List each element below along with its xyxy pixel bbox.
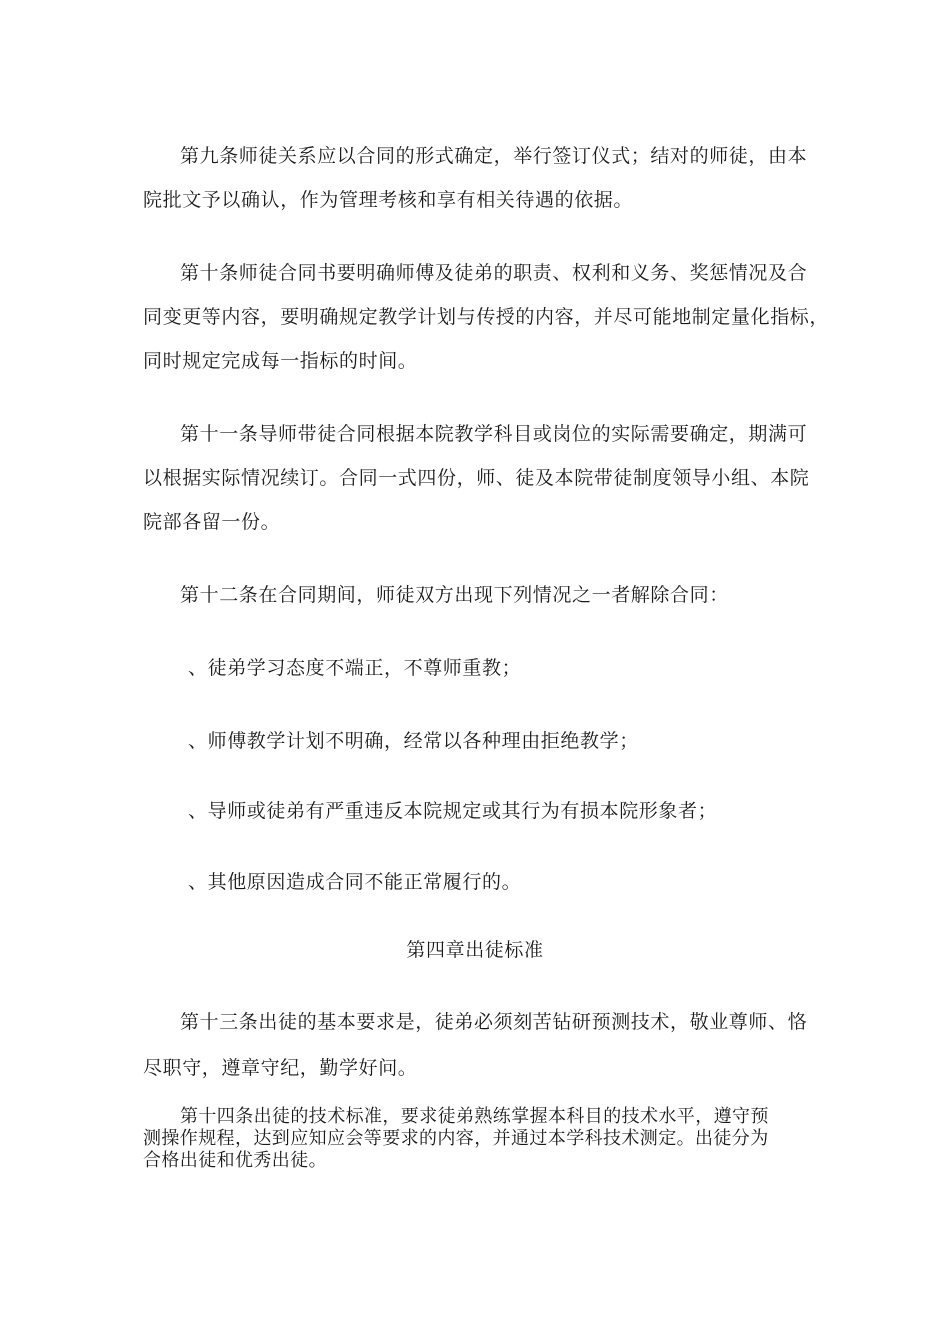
list-item: 、导师或徒弟有严重违反本院规定或其行为有损本院形象者； bbox=[188, 800, 718, 822]
article-14-line-3: 合格出徒和优秀出徒。 bbox=[143, 1150, 327, 1171]
article-13-line-2: 尽职守，遵章守纪，勤学好问。 bbox=[143, 1057, 418, 1079]
article-10-line-2: 同变更等内容，要明确规定教学计划与传授的内容，并尽可能地制定量化指标， bbox=[143, 306, 830, 328]
article-11-line-1: 第十一条导师带徒合同根据本院教学科目或岗位的实际需要确定，期满可 bbox=[180, 423, 808, 445]
article-14-line-2: 测操作规程，达到应知应会等要求的内容，并通过本学科技术测定。出徒分为 bbox=[143, 1128, 769, 1149]
article-9-line-2: 院批文予以确认，作为管理考核和享有相关待遇的依据。 bbox=[143, 189, 634, 211]
article-14-line-1: 第十四条出徒的技术标准，要求徒弟熟练掌握本科目的技术水平，遵守预 bbox=[180, 1106, 769, 1127]
list-item: 、其他原因造成合同不能正常履行的。 bbox=[188, 871, 522, 893]
article-11-line-2: 以根据实际情况续订。合同一式四份，师、徒及本院带徒制度领导小组、本院 bbox=[143, 467, 810, 489]
article-9-line-1: 第九条师徒关系应以合同的形式确定，举行签订仪式；结对的师徒，由本 bbox=[180, 145, 808, 167]
chapter-heading: 第四章出徒标准 bbox=[406, 939, 544, 961]
article-13-line-1: 第十三条出徒的基本要求是，徒弟必须刻苦钻研预测技术，敬业尊师、恪 bbox=[180, 1011, 808, 1033]
list-item: 、徒弟学习态度不端正，不尊师重教； bbox=[188, 657, 522, 679]
article-10-line-3: 同时规定完成每一指标的时间。 bbox=[143, 350, 418, 372]
article-10-line-1: 第十条师徒合同书要明确师傅及徒弟的职责、权利和义务、奖惩情况及合 bbox=[180, 262, 808, 284]
article-11-line-3: 院部各留一份。 bbox=[143, 511, 281, 533]
list-item: 、师傅教学计划不明确，经常以各种理由拒绝教学； bbox=[188, 730, 639, 752]
article-12-intro: 第十二条在合同期间，师徒双方出现下列情况之一者解除合同： bbox=[180, 584, 729, 606]
